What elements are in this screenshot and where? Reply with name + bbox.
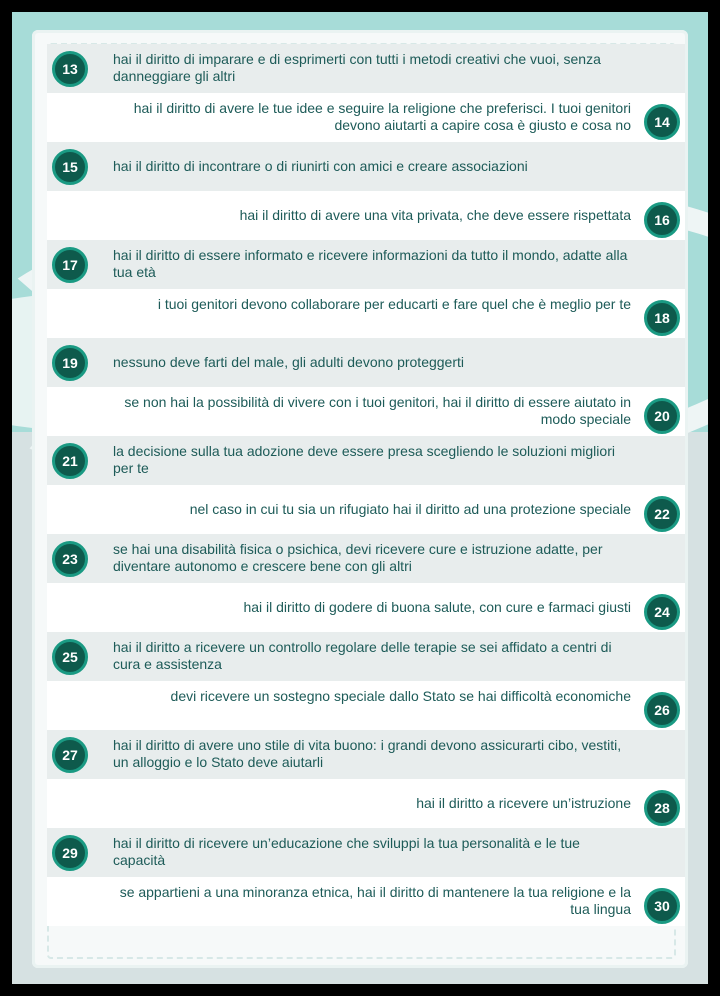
right-row bbox=[47, 93, 685, 142]
right-row bbox=[47, 828, 685, 877]
article-number-badge: 24 bbox=[644, 594, 680, 630]
right-text: hai il diritto di godere di buona salute, con cure e farmaci giusti bbox=[243, 599, 631, 615]
right-row bbox=[47, 632, 685, 681]
article-number-badge: 29 bbox=[52, 835, 88, 871]
right-row bbox=[47, 289, 685, 338]
right-text: hai il diritto a ricevere un controllo regolare delle terapie se sei affidato a centri di cura e assistenza bbox=[113, 639, 612, 672]
right-text: hai il diritto di incontrare o di riunirti con amici e creare associazioni bbox=[113, 158, 528, 174]
right-text: nel caso in cui tu sia un rifugiato hai il diritto ad una protezione speciale bbox=[189, 501, 631, 517]
right-row bbox=[47, 142, 685, 191]
right-row bbox=[47, 436, 685, 485]
right-text: hai il diritto di avere uno stile di vita buono: i grandi devono assicurarti cibo, vestiti, un alloggio e lo Stato deve aiutarli bbox=[113, 737, 622, 770]
right-text: hai il diritto di avere una vita privata, che deve essere rispettata bbox=[239, 207, 631, 223]
right-row bbox=[47, 191, 685, 240]
article-number-badge: 14 bbox=[644, 104, 680, 140]
article-number-badge: 19 bbox=[52, 345, 88, 381]
right-row bbox=[47, 338, 685, 387]
right-row bbox=[47, 240, 685, 289]
right-text: hai il diritto di ricevere un’educazione che sviluppi la tua personalità e le tue capacità bbox=[113, 835, 580, 868]
right-text: hai il diritto di imparare e di esprimerti con tutti i metodi creativi che vuoi, senza danneggiare gli altri bbox=[113, 51, 601, 84]
right-row bbox=[47, 779, 685, 828]
right-text: se appartieni a una minoranza etnica, hai il diritto di mantenere la tua religione e la tua lingua bbox=[119, 884, 631, 917]
right-text: hai il diritto di essere informato e ricevere informazioni da tutto il mondo, adatte alla tua età bbox=[113, 247, 628, 280]
article-number-badge: 13 bbox=[52, 51, 88, 87]
article-number-badge: 26 bbox=[644, 692, 680, 728]
right-text: se non hai la possibilità di vivere con i tuoi genitori, hai il diritto di essere aiutato in modo speciale bbox=[124, 394, 631, 427]
page-background bbox=[12, 12, 708, 984]
right-text: hai il diritto a ricevere un’istruzione bbox=[416, 795, 631, 811]
right-row bbox=[47, 485, 685, 534]
right-text: i tuoi genitori devono collaborare per educarti e fare quel che è meglio per te bbox=[157, 296, 631, 312]
article-number-badge: 15 bbox=[52, 149, 88, 185]
article-number-badge: 20 bbox=[644, 398, 680, 434]
article-number-badge: 30 bbox=[644, 888, 680, 924]
right-row bbox=[47, 877, 685, 926]
right-row bbox=[47, 681, 685, 730]
right-text: se hai una disabilità fisica o psichica, devi ricevere cure e istruzione adatte, per diventare autonomo e crescere bene con gli altri bbox=[113, 541, 603, 574]
right-text: devi ricevere un sostegno speciale dallo Stato se hai difficoltà economiche bbox=[170, 688, 631, 704]
right-row bbox=[47, 44, 685, 93]
right-row bbox=[47, 387, 685, 436]
article-number-badge: 27 bbox=[52, 737, 88, 773]
right-text: la decisione sulla tua adozione deve essere presa scegliendo le soluzioni migliori per te bbox=[113, 443, 615, 476]
article-number-badge: 18 bbox=[644, 300, 680, 336]
rights-list bbox=[47, 44, 685, 926]
right-row bbox=[47, 534, 685, 583]
article-number-badge: 17 bbox=[52, 247, 88, 283]
right-row bbox=[47, 730, 685, 779]
right-row bbox=[47, 583, 685, 632]
article-number-badge: 22 bbox=[644, 496, 680, 532]
article-number-badge: 21 bbox=[52, 443, 88, 479]
article-number-badge: 28 bbox=[644, 790, 680, 826]
article-number-badge: 16 bbox=[644, 202, 680, 238]
right-text: hai il diritto di avere le tue idee e seguire la religione che preferisci. I tuoi genitori devono aiutarti a capire cosa è giusto e cosa no bbox=[133, 100, 631, 133]
article-number-badge: 25 bbox=[52, 639, 88, 675]
article-number-badge: 23 bbox=[52, 541, 88, 577]
right-text: nessuno deve farti del male, gli adulti devono proteggerti bbox=[113, 354, 464, 370]
